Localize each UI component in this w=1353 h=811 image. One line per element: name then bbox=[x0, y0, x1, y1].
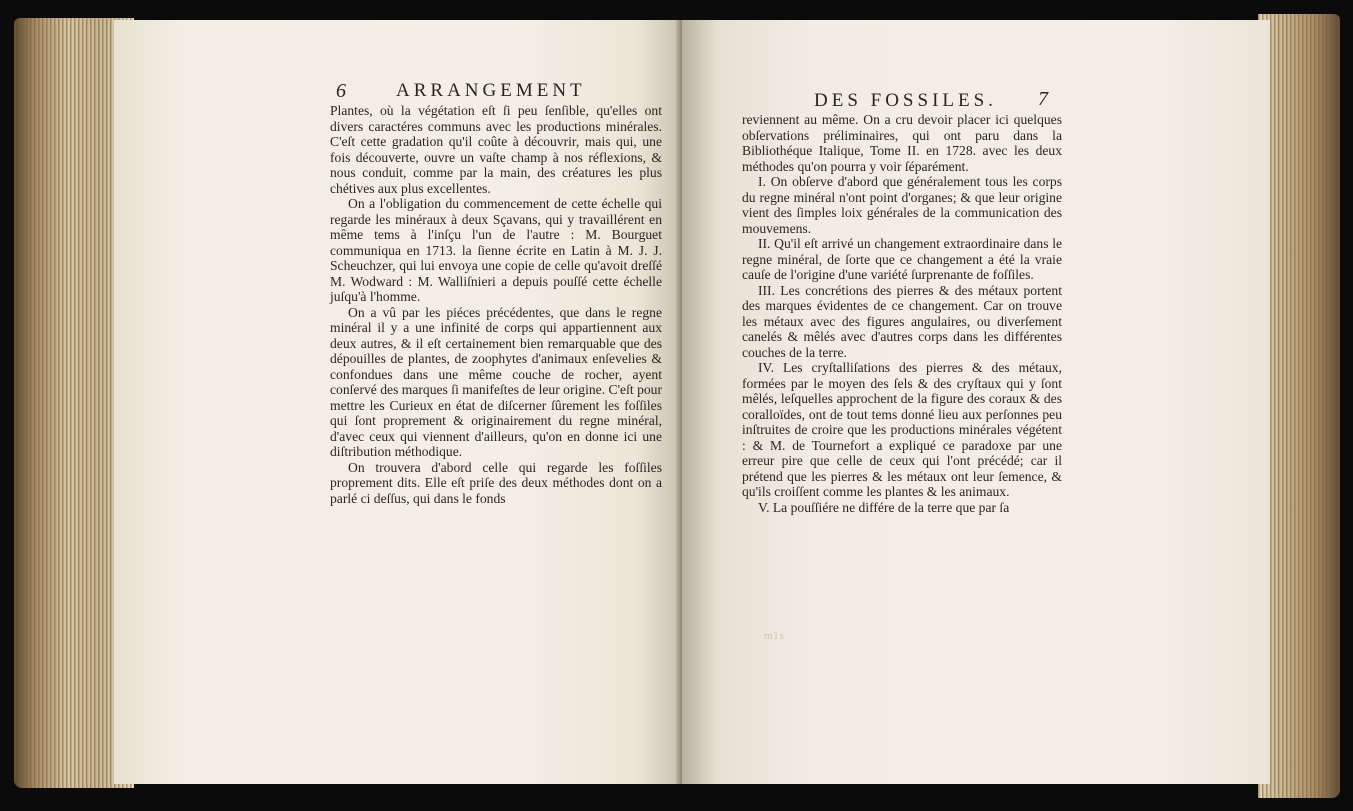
paragraph: II. Qu'il eſt arrivé un changement extraordinaire dans le regne minéral, de ſorte que ce changement a été la vraie cauſe de l'origine d'une variété ſurprenante de foſſiles. bbox=[742, 236, 1062, 282]
right-page bbox=[682, 20, 1270, 784]
paragraph: Plantes, où la végétation eſt ſi peu ſenſible, qu'elles ont divers caractéres communs avec les productions minérales. C'eſt cette gradation qu'il coûte à découvrir, mais qui, une fois découverte, ouvre un vaſte champ à nos réflexions, & nous conduit, comme par la main, des créatures les plus chétives aux plus excellentes. bbox=[330, 103, 662, 196]
left-page-number: 6 bbox=[336, 80, 346, 102]
paragraph: On trouvera d'abord celle qui regarde les foſſiles proprement dits. Elle eſt priſe des deux méthodes dont on a parlé ci deſſus, qui dans le fonds bbox=[330, 459, 662, 506]
paragraph: III. Les concrétions des pierres & des métaux portent des marques évidentes de ce changement. Car on trouve les métaux avec des figures angulaires, ou diverſement canelés & mêlés avec d'autres corps dans les différentes couches de la terre. bbox=[742, 282, 1062, 360]
paragraph: reviennent au même. On a cru devoir placer ici quelques obſervations préliminaires, qui ont paru dans la Bibliothéque Italique, Tome II. en 1728. avec les deux méthodes qu'on pourra y voir ſéparément. bbox=[742, 112, 1062, 174]
right-page-body bbox=[742, 112, 1062, 515]
paragraph: IV. Les cryſtalliſations des pierres & des métaux, formées par le moyen des ſels & des cryſtaux qui y ſont mêlés, leſquelles approchent de la figure des coraux & des coralloïdes, ont de tout tems donné lieu aux perſonnes peu inſtruites de croire que les productions minérales végétent : & M. de Tournefort a expliqué ce paradoxe par une erreur pire que celle de ceux qui l'ont précédé; car il prétend que les pierres & les métaux ont leur ſemence, & qu'ils croiſſent comme les plantes & les animaux. bbox=[742, 360, 1062, 499]
left-page bbox=[114, 20, 682, 784]
open-book bbox=[14, 14, 1340, 798]
paragraph: I. On obſerve d'abord que généralement tous les corps du regne minéral n'ont point d'organes; & que leur origine vient des ſimples loix générales de la communication des mouvemens. bbox=[742, 174, 1062, 236]
paragraph: On a l'obligation du commencement de cette échelle qui regarde les minéraux à deux Sçavans, qui y travaillérent en même tems à l'inſçu l'un de l'autre : M. Bourguet communiqua en 1713. la ſienne écrite en Latin à M. J. J. Scheuchzer, qui lui envoya une copie de celle qu'avoit dreſſé M. Wodward : M. Walliſnieri a depuis pouſſé cette échelle juſqu'à l'homme. bbox=[330, 196, 662, 304]
left-running-header: ARRANGEMENT bbox=[396, 80, 586, 101]
faint-catchword: mis bbox=[764, 630, 786, 642]
right-running-header: DES FOSSILES. bbox=[814, 90, 997, 111]
left-page-body bbox=[330, 103, 662, 506]
paragraph: On a vû par les piéces précédentes, que dans le regne minéral il y a une infinité de corps qui appartiennent aux deux autres, & il eſt certainement bien remarquable que des dépouilles de plantes, de zoophytes d'animaux enſevelies & confondues dans une même couche de rocher, ayent conſervé des marques ſi manifeſtes de leur origine. C'eſt pour mettre les Curieux en état de diſcerner ſûrement les foſſiles qui ſont proprement & originairement du regne minéral, d'avec ceux qui viennent d'ailleurs, qu'on en donne ici une diſtribution méthodique. bbox=[330, 304, 662, 459]
paragraph: V. La pouſſiére ne différe de la terre que par ſa bbox=[758, 499, 1010, 515]
right-page-number: 7 bbox=[1038, 88, 1048, 110]
right-page-edges bbox=[1258, 14, 1340, 798]
